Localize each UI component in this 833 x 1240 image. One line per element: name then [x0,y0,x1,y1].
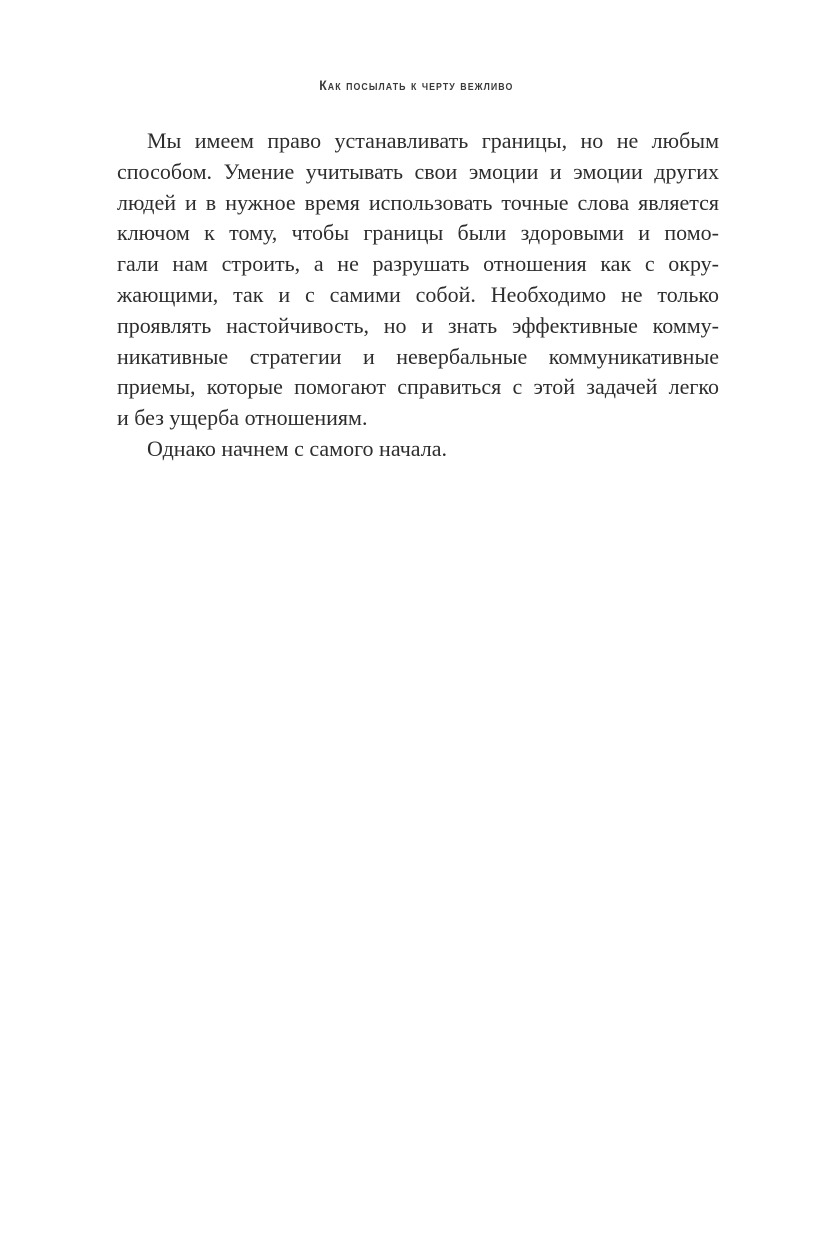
text-line: Мы имеем право устанавливать границы, но не любым [147,128,719,153]
text-line: ключом к тому, чтобы границы были здоровыми и помо- [117,220,719,246]
text-line: жающими, так и с самими собой. Необходимо не только [117,281,719,307]
text-line: никативные стратегии и невербальные коммуникативные [117,343,719,369]
text-line: гали нам строить, а не разрушать отношения как с окру- [117,251,719,277]
text-line: способом. Умение учитывать свои эмоции и эмоции других [117,158,719,184]
text-line: и без ущерба отношениям. [117,405,368,431]
text-line: Однако начнем с самого начала. [147,435,447,461]
running-header [0,77,833,95]
text-line: приемы, которые помогают справиться с этой задачей легко [117,374,719,400]
text-line: людей и в нужное время использовать точные слова является [117,189,719,215]
running-title: Как посылать к черту вежливо [319,77,514,93]
text-line: проявлять настойчивость, но и знать эффективные комму- [117,312,719,338]
body-text [117,126,719,465]
